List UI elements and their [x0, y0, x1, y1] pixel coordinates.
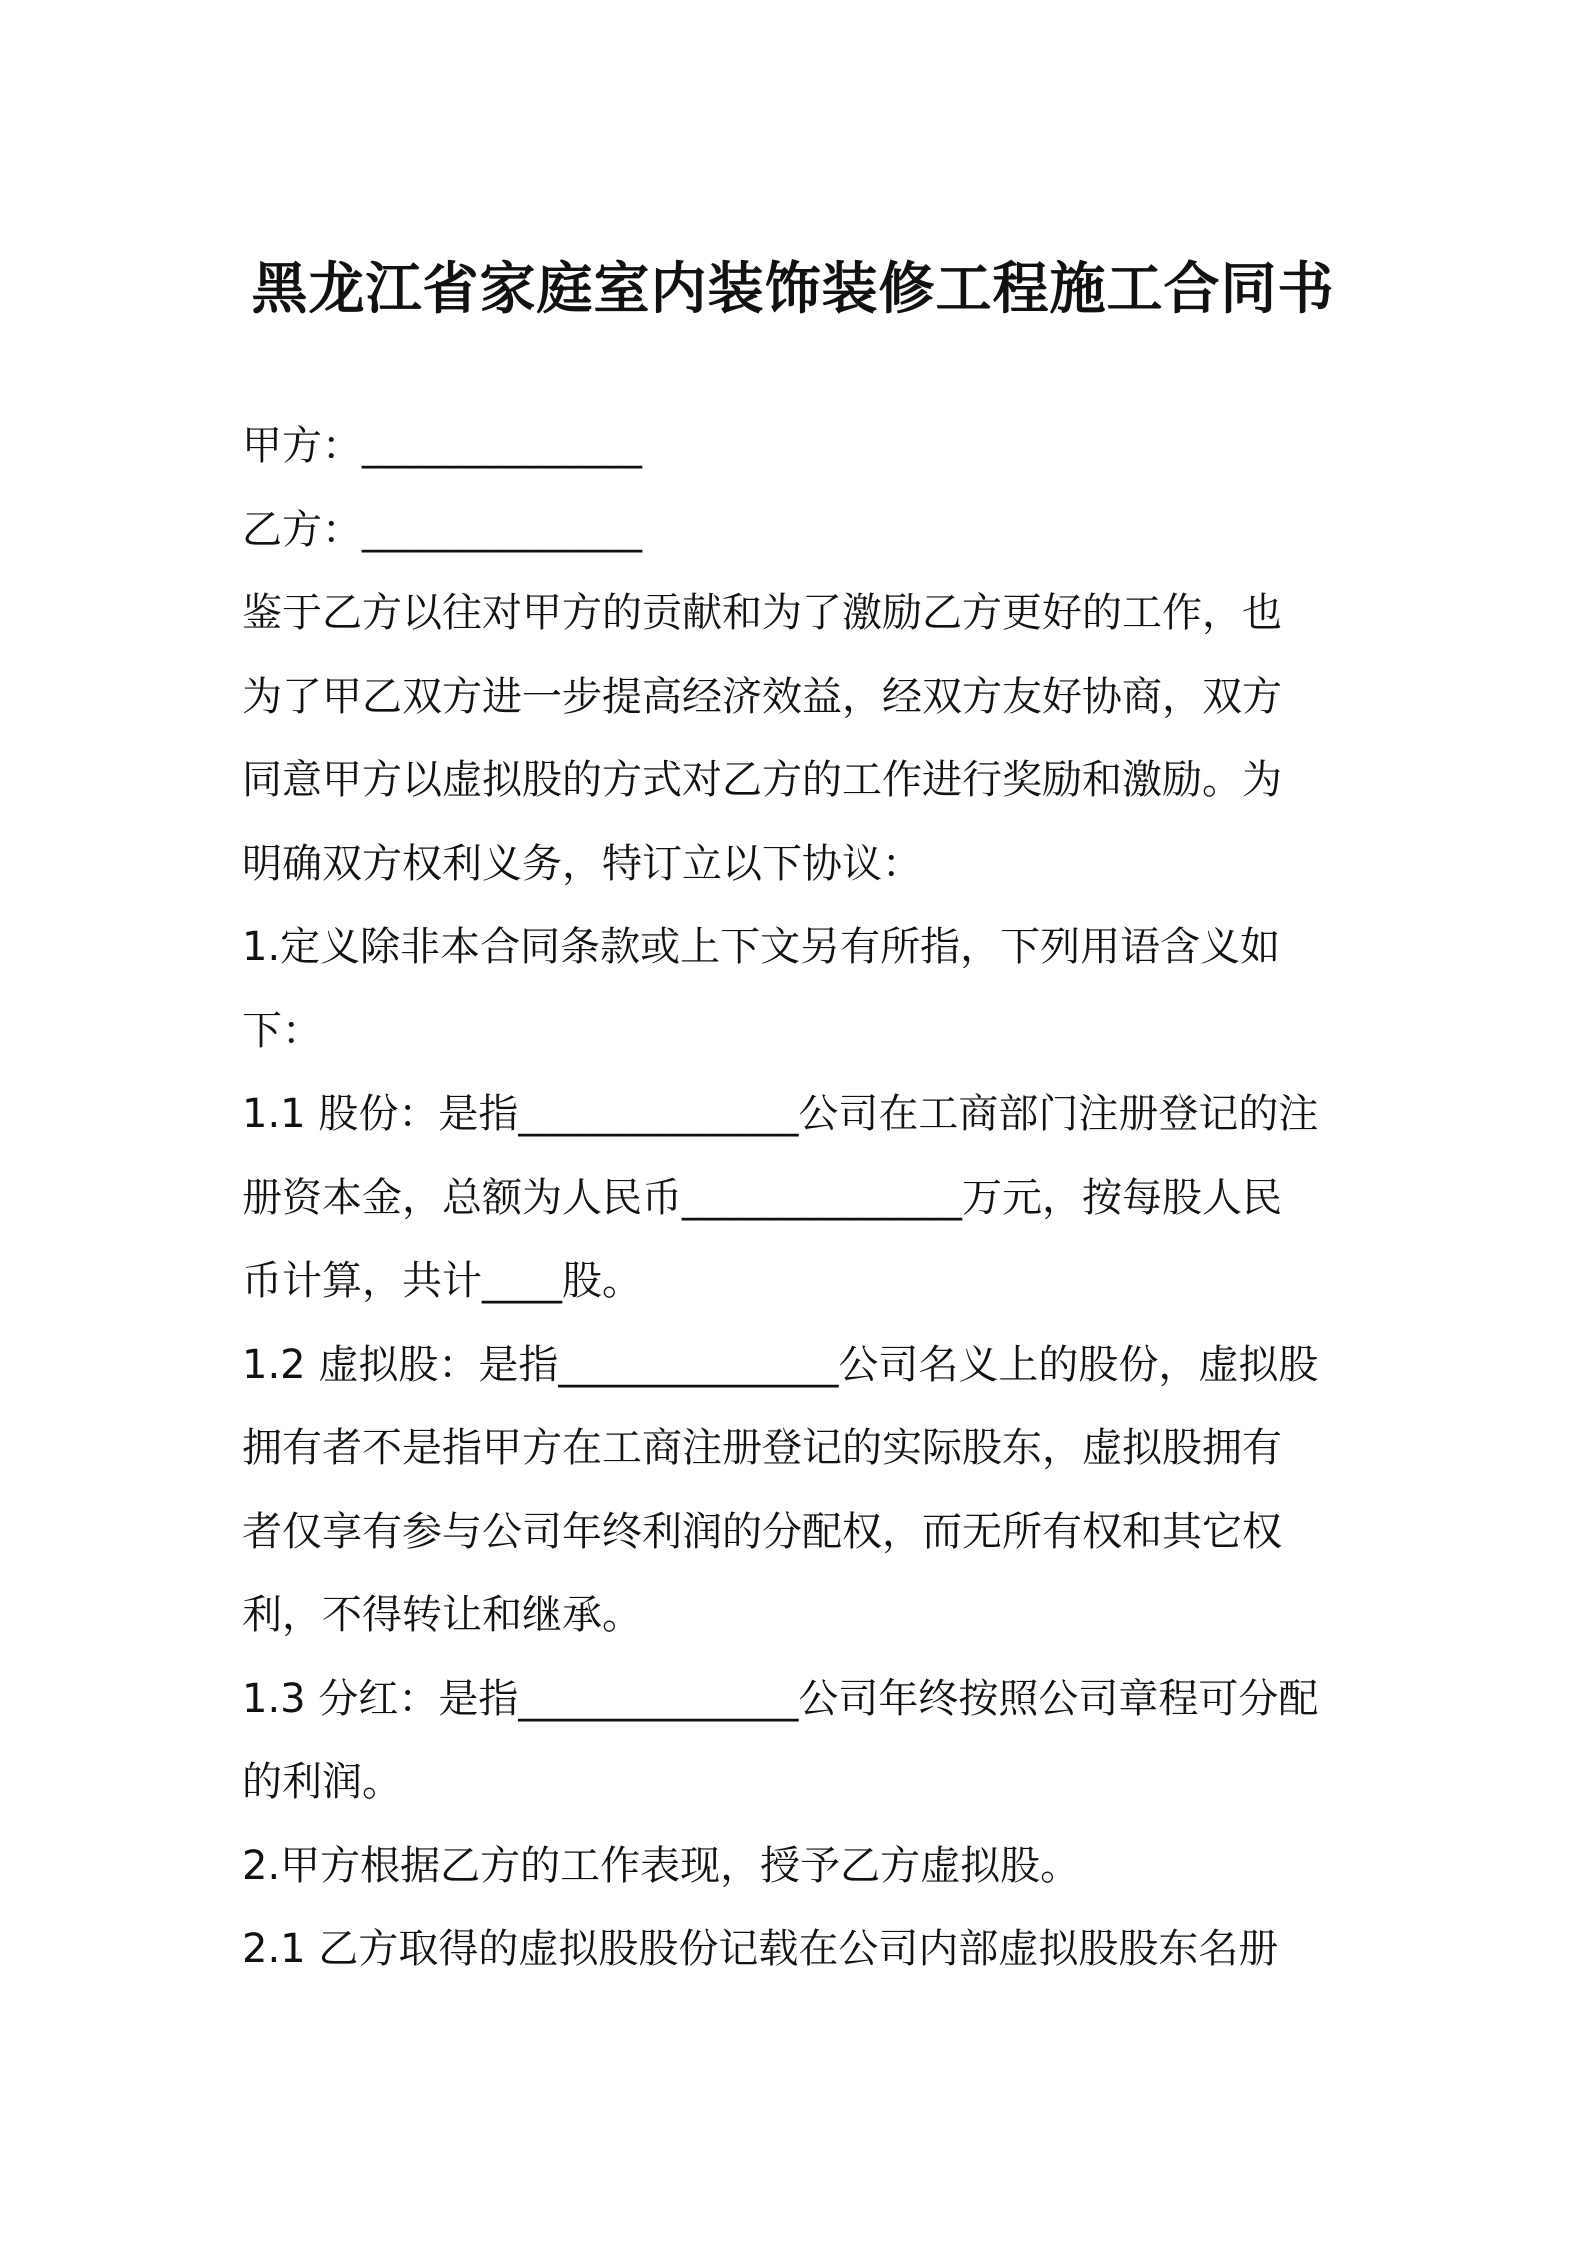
party-a-line: 甲方：______________: [242, 423, 642, 469]
clause-1-2-line: 者仅享有参与公司年终利润的分配权，而无所有权和其它权: [242, 1508, 1282, 1555]
clause-1-1-line: 1.1 股份：是指______________公司在工商部门注册登记的注: [242, 1091, 1319, 1137]
document-body: [242, 405, 1362, 1992]
clause-1-2-line: 1.2 虚拟股：是指______________公司名义上的股份，虚拟股: [242, 1341, 1319, 1388]
clause-2-1-line: 2.1 乙方取得的虚拟股股份记载在公司内部虚拟股股东名册: [242, 1926, 1279, 1972]
clause-1-line: 下：: [242, 1007, 322, 1054]
document-title: 黑龙江省家庭室内装饰装修工程施工合同书: [251, 257, 1335, 322]
clause-1-3-line: 的利润。: [242, 1759, 402, 1805]
clause-1-3-line: 1.3 分红：是指______________公司年终按照公司章程可分配: [242, 1675, 1319, 1722]
clause-1-1-line: 册资本金，总额为人民币______________万元，按每股人民: [242, 1174, 1282, 1221]
preamble-line: 同意甲方以虚拟股的方式对乙方的工作进行奖励和激励。为: [242, 757, 1282, 803]
preamble-line: 鉴于乙方以往对甲方的贡献和为了激励乙方更好的工作，也: [242, 590, 1282, 636]
clause-1-line: 1.定义除非本合同条款或上下文另有所指，下列用语含义如: [242, 924, 1281, 970]
clause-1-2-line: 利，不得转让和继承。: [242, 1592, 642, 1638]
clause-1-1-line: 币计算，共计____股。: [242, 1258, 642, 1304]
preamble-line: 明确双方权利义务，特订立以下协议：: [242, 840, 922, 887]
clause-2-line: 2.甲方根据乙方的工作表现，授予乙方虚拟股。: [242, 1842, 1081, 1889]
clause-1-2-line: 拥有者不是指甲方在工商注册登记的实际股东，虚拟股拥有: [242, 1425, 1282, 1471]
party-b-line: 乙方：______________: [242, 506, 642, 553]
preamble-line: 为了甲乙双方进一步提高经济效益，经双方友好协商，双方: [242, 673, 1282, 720]
